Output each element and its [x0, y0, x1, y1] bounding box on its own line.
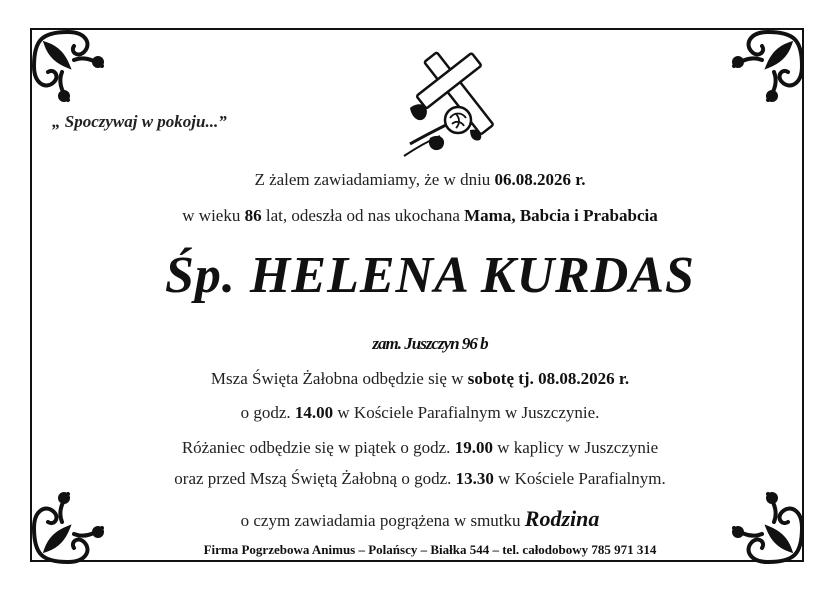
rosary-line	[0, 438, 840, 458]
deceased-name: Śp. HELENA KURDAS	[165, 247, 695, 304]
before-mass-line	[0, 469, 840, 489]
mass-time-line	[0, 403, 840, 423]
mass-place: w Kościele Parafialnym w Juszczynie.	[337, 403, 600, 422]
announcement-text: Z żalem zawiadamiamy, że w dniu	[254, 170, 491, 189]
relations: Mama, Babcia i Prababcia	[464, 206, 658, 225]
funeral-home-footer: Firma Pogrzebowa Animus – Polańscy – Białka 544 – tel. całodobowy 785 971 314	[203, 542, 657, 557]
cross-with-rose-icon	[396, 44, 506, 160]
closing-text: o czym zawiadamia pogrążena w smutku	[240, 511, 521, 530]
age-prefix: w wieku	[182, 206, 241, 225]
before-time: 13.30	[455, 469, 494, 488]
family-signature: Rodzina	[524, 506, 600, 531]
rosary-time: 19.00	[454, 438, 493, 457]
age: 86	[244, 206, 262, 225]
mass-time: 14.00	[294, 403, 334, 422]
announcement-line-2	[0, 206, 840, 226]
rosary-place: w kaplicy w Juszczynie	[497, 438, 659, 457]
age-suffix: lat, odeszła od nas ukochana	[265, 206, 460, 225]
ornament-corner-icon	[28, 26, 108, 106]
time-prefix: o godz.	[240, 403, 291, 422]
mass-line	[0, 369, 840, 389]
motto: „ Spoczywaj w pokoju...”	[52, 112, 227, 131]
mass-day: sobotę tj. 08.08.2026 r.	[467, 369, 630, 388]
deceased-address: zam. Juszczyn 96 b	[372, 334, 488, 353]
mass-text: Msza Święta Żałobna odbędzie się w	[210, 369, 464, 388]
ornament-corner-icon	[728, 26, 808, 106]
before-place: w Kościele Parafialnym.	[498, 469, 666, 488]
announcement-line-1	[0, 170, 840, 190]
death-date: 06.08.2026 r.	[494, 170, 586, 189]
rosary-text: Różaniec odbędzie się w piątek o godz.	[181, 438, 451, 457]
before-text: oraz przed Mszą Świętą Żałobną o godz.	[174, 469, 452, 488]
closing-line	[0, 506, 840, 532]
